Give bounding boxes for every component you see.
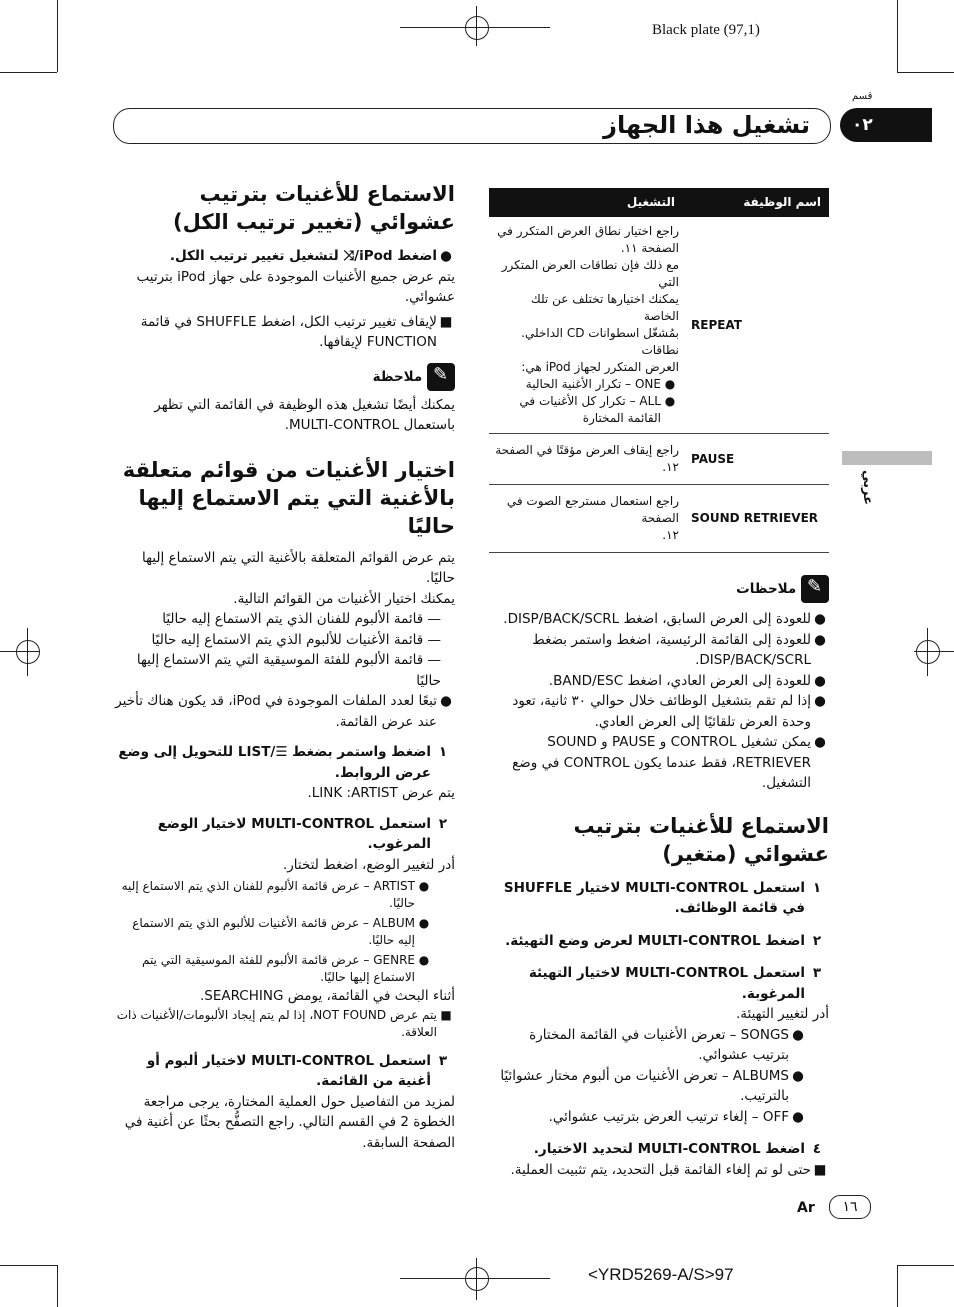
side-language-tab xyxy=(842,451,932,465)
body-text: ALBUM – عرض قائمة الأغنيات للألبوم الذي يتم الاستماع إليه حاليًا. xyxy=(132,916,415,947)
step-number: ٣ xyxy=(438,1052,448,1069)
bullet-icon: ● xyxy=(664,377,676,391)
step-text: اضغط واستمر بضغط ☰/LIST للتحويل إلى وضع عرض الروابط. xyxy=(118,744,431,781)
crop-mark xyxy=(897,1265,898,1307)
bullet-icon: ● xyxy=(418,953,430,967)
body-text: GENRE – عرض قائمة الألبوم للفئة الموسيقية التي يتم الاستماع إليها حاليًا. xyxy=(141,953,415,984)
step-sub: لمزيد من التفاصيل حول العملية المختارة، يرجى مراجعة الخطوة 2 في القسم التالي. راجع التصفُّح بحثًا عن أغنية في الصفحة السابقة. xyxy=(124,1093,455,1151)
list-item xyxy=(489,630,829,671)
step xyxy=(113,1051,455,1092)
list-item xyxy=(489,671,829,692)
function-table xyxy=(489,188,829,553)
list-item xyxy=(493,393,679,427)
crop-mark xyxy=(897,1265,954,1266)
list-item xyxy=(113,246,455,267)
note-icon xyxy=(427,363,455,391)
step xyxy=(489,931,829,952)
bullet-icon: ● xyxy=(792,1108,804,1125)
bullet-icon: ● xyxy=(440,693,452,709)
crop-mark xyxy=(57,0,58,72)
body-text: OFF – إلغاء ترتيب العرض بترتيب عشوائي. xyxy=(548,1108,789,1125)
bullet-icon: ● xyxy=(814,631,826,648)
registration-mark xyxy=(465,1267,489,1291)
chapter-label: قسم xyxy=(852,91,873,102)
list-item xyxy=(489,732,829,794)
step-text: اضغط MULTI-CONTROL لتحديد الاختيار. xyxy=(533,1141,805,1157)
note-text: إذا لم تقم بتشغيل الوظائف خلال حوالي ٣٠ ثانية، تعود وحدة العرض تلقائيًا إلى العرض العادي. xyxy=(512,693,811,730)
step xyxy=(113,742,455,783)
step xyxy=(113,814,455,855)
list-item xyxy=(489,609,829,630)
bullet-icon: ● xyxy=(792,1026,804,1043)
step-text: استعمل MULTI-CONTROL لاختيار الوضع المرغوب. xyxy=(157,815,431,852)
square-bullet-icon: ■ xyxy=(440,1007,452,1022)
instruction-text: اضغط iPod/⤨ لتشغيل تغيير ترتيب الكل. xyxy=(169,248,437,264)
desc-line: راجع استعمال مسترجع الصوت في الصفحة xyxy=(506,494,679,525)
bullet-icon: ● xyxy=(664,394,676,408)
list-item xyxy=(489,1160,829,1181)
body-text: يتم عرض NOT FOUND، إذا لم يتم إيجاد الألبومات/الأغنيات ذات العلاقة. xyxy=(116,1007,437,1039)
desc-line: بمُشغّل اسطوانات CD الداخلي. نطاقات xyxy=(521,326,679,357)
note-text: للعودة إلى العرض السابق، اضغط DISP/BACK/SCRL. xyxy=(503,611,811,627)
step-number: ٢ xyxy=(812,932,822,949)
list-item xyxy=(113,878,433,912)
step-sub: يتم عرض LINK :ARTIST. xyxy=(307,785,455,801)
desc-line: ١٢. xyxy=(662,528,679,542)
step-number: ٤ xyxy=(812,1141,822,1157)
registration-mark xyxy=(916,640,940,664)
body-text: ARTIST – عرض قائمة الألبوم للفنان الذي يتم الاستماع إليه حاليًا. xyxy=(121,879,415,910)
note-text: يمكن تشغيل CONTROL و PAUSE و SOUND RETRIEVER، فقط عندما يكون CONTROL في وضع التشغيل. xyxy=(512,734,811,791)
crop-mark xyxy=(897,72,954,73)
dash-item: — قائمة الألبوم للفنان الذي يتم الاستماع إليه حاليًا xyxy=(162,611,441,627)
table-cell-desc xyxy=(489,434,683,485)
table-header-row xyxy=(489,188,829,217)
desc-line: العرض المتكرر لجهاز iPod هي: xyxy=(521,360,679,374)
step xyxy=(489,963,829,1004)
table-header-cell: اسم الوظيفة xyxy=(743,195,821,209)
list-item xyxy=(113,915,433,949)
step xyxy=(489,878,829,919)
section-title-linked-list: اختيار الأغنيات من قوائم متعلقة بالأغنية التي يتم الاستماع إليها حاليًا xyxy=(122,457,455,538)
body-text: تبعًا لعدد الملفات الموجودة في iPod، قد يكون هناك تأخير عند عرض القائمة. xyxy=(115,693,437,730)
list-item xyxy=(113,1007,455,1041)
step-number: ١ xyxy=(812,879,822,896)
right-column xyxy=(489,188,829,1180)
table-header-cell: التشغيل xyxy=(626,195,675,209)
table-row xyxy=(489,434,829,485)
side-language-label: عربي xyxy=(860,470,875,506)
desc-line: مع ذلك فإن نطاقات العرض المتكرر التي xyxy=(501,258,679,289)
registration-mark xyxy=(16,640,40,664)
step-text: استعمل MULTI-CONTROL لاختيار ألبوم أو أغنية من القائمة. xyxy=(146,1052,431,1089)
step-sub: أدر لتغيير التهيئة. xyxy=(736,1006,829,1022)
crop-mark xyxy=(0,72,57,73)
desc-line: ALL – تكرار كل الأغنيات في القائمة المختارة xyxy=(519,394,661,425)
list-item xyxy=(113,952,433,986)
body-text: يتم عرض جميع الأغنيات الموجودة على جهاز iPod بترتيب عشوائي. xyxy=(136,268,455,305)
list-item xyxy=(113,691,455,732)
page-number: ١٦ xyxy=(829,1195,871,1219)
step-number: ٣ xyxy=(812,965,822,981)
section-title-shuffle-variable: الاستماع للأغنيات بترتيب عشوائي (متغير) xyxy=(573,813,829,866)
step-sub: أدر لتغيير الوضع، اضغط لتختار. xyxy=(282,856,455,873)
crop-mark xyxy=(57,1265,58,1307)
desc-line: راجع إيقاف العرض مؤقتًا في الصفحة ١٢. xyxy=(495,443,679,474)
note-label: ملاحظة xyxy=(372,368,423,385)
table-cell-desc xyxy=(489,485,683,553)
bullet-icon: ● xyxy=(440,248,452,264)
list-item xyxy=(489,1107,807,1128)
note-text: يمكنك أيضًا تشغيل هذه الوظيفة في القائمة التي تظهر باستعمال MULTI-CONTROL. xyxy=(154,396,455,433)
bullet-icon: ● xyxy=(418,879,430,893)
product-code: <YRD5269-A/S>97 xyxy=(588,1265,734,1284)
left-column xyxy=(113,180,455,1153)
dash-item: — قائمة الأغنيات للألبوم الذي يتم الاستماع إليه حاليًا xyxy=(151,631,441,648)
table-row xyxy=(489,485,829,553)
table-row xyxy=(489,217,829,434)
list-item xyxy=(489,1025,807,1066)
table-cell-name: SOUND RETRIEVER xyxy=(691,511,819,525)
crop-mark xyxy=(897,0,898,72)
crop-mark xyxy=(0,1265,57,1266)
step-text: اضغط MULTI-CONTROL لعرض وضع التهيئة. xyxy=(505,932,805,949)
bullet-icon: ● xyxy=(814,734,826,750)
registration-mark xyxy=(465,16,489,40)
table-cell-desc xyxy=(489,217,683,434)
desc-line: الصفحة ١١. xyxy=(620,241,679,255)
body-text: حتى لو تم إلغاء القائمة قبل التحديد، يتم تثبيت العملية. xyxy=(510,1161,811,1178)
section-title-shuffle-all: الاستماع للأغنيات بترتيب عشوائي (تغيير ترتيب الكل) xyxy=(173,182,455,234)
body-text: لإيقاف تغيير ترتيب الكل، اضغط SHUFFLE في قائمة FUNCTION لإيقافها. xyxy=(140,313,437,350)
step-number: ١ xyxy=(438,744,448,760)
note-heading xyxy=(489,575,829,603)
table-cell-name: PAUSE xyxy=(691,451,735,466)
note-text: للعودة إلى القائمة الرئيسية، اضغط واستمر بضغط DISP/BACK/SCRL. xyxy=(532,631,811,668)
chapter-number: ٠٢ xyxy=(840,108,932,142)
list-item xyxy=(489,1066,807,1107)
dash-item: — قائمة الألبوم للفئة الموسيقية التي يتم الاستماع إليها حاليًا xyxy=(136,652,441,689)
bullet-icon: ● xyxy=(418,916,430,930)
list-item xyxy=(489,691,829,732)
note-heading xyxy=(113,363,455,391)
step-number: ٢ xyxy=(438,815,448,832)
note-text: للعودة إلى العرض العادي، اضغط BAND/ESC. xyxy=(548,672,811,689)
step-text: استعمل MULTI-CONTROL لاختيار SHUFFLE في قائمة الوظائف. xyxy=(503,879,805,916)
plate-label: Black plate (97,1) xyxy=(652,22,760,38)
list-item xyxy=(493,376,679,393)
footer-language: Ar xyxy=(797,1200,815,1216)
desc-line: راجع اختيار نطاق العرض المتكرر في xyxy=(497,224,679,238)
chapter-title: تشغيل هذا الجهاز xyxy=(603,111,810,139)
table-cell-name: REPEAT xyxy=(691,317,742,332)
note-icon xyxy=(801,575,829,603)
body-text: أثناء البحث في القائمة، يومض SEARCHING. xyxy=(199,988,455,1004)
square-bullet-icon: ■ xyxy=(813,1161,827,1178)
bullet-icon: ● xyxy=(814,672,826,689)
step-text: استعمل MULTI-CONTROL لاختيار التهيئة المرغوبة. xyxy=(528,965,805,1002)
body-text: SONGS – تعرض الأغنيات في القائمة المختارة بترتيب عشوائي. xyxy=(529,1026,789,1063)
desc-line: يمكنك اختيارها تختلف عن تلك الخاصة xyxy=(530,292,679,323)
note-label: ملاحظات xyxy=(736,581,797,597)
body-text: يتم عرض القوائم المتعلقة بالأغنية التي يتم الاستماع إليها حاليًا. xyxy=(141,549,455,586)
list-item xyxy=(113,312,455,353)
bullet-icon: ● xyxy=(792,1067,804,1084)
step xyxy=(489,1139,829,1160)
body-text: ALBUMS – تعرض الأغنيات من ألبوم مختار عشوائيًا بالترتيب. xyxy=(500,1067,789,1104)
body-text: يمكنك اختيار الأغنيات من القوائم التالية. xyxy=(233,590,455,607)
square-bullet-icon: ■ xyxy=(439,313,453,330)
desc-line: ONE – تكرار الأغنية الحالية xyxy=(525,377,661,391)
bullet-icon: ● xyxy=(814,611,826,627)
bullet-icon: ● xyxy=(814,693,826,709)
